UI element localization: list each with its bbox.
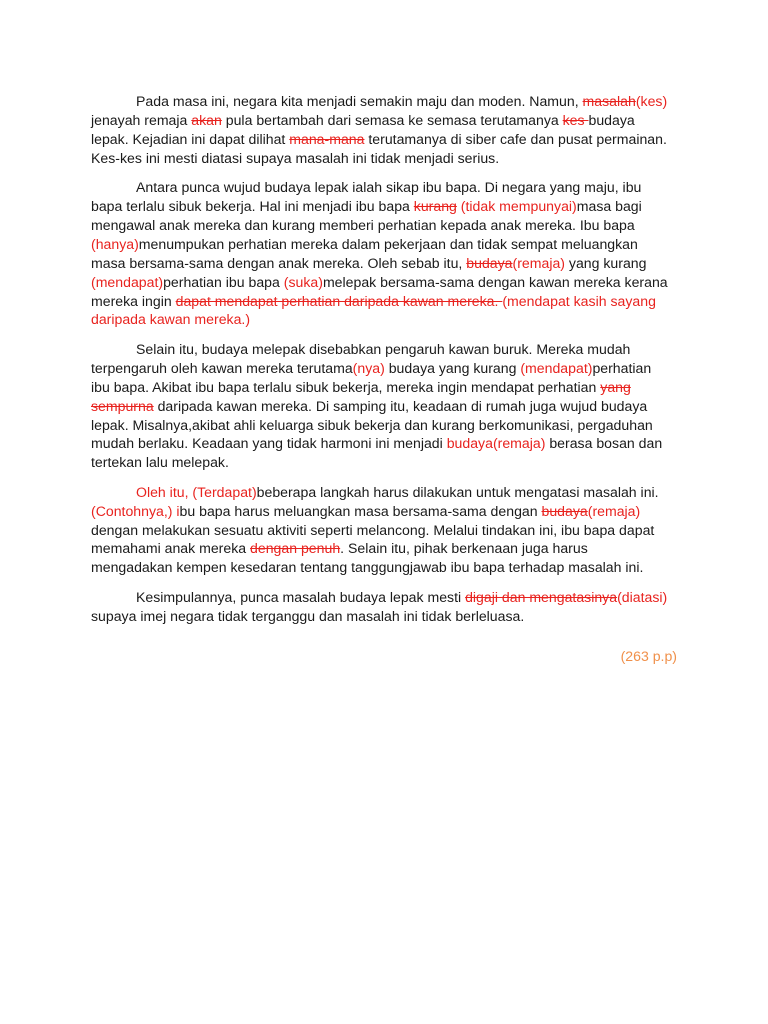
text-segment: Antara punca wujud budaya lepak ialah sikap ibu bapa. Di negara yang maju, ibu bapa terlalu sibuk bekerja. Hal ini menjadi ibu bapa <box>91 179 642 215</box>
essay-body <box>91 92 673 636</box>
text-segment: perhatian ibu bapa <box>163 273 284 290</box>
text-segment: masa bagi mengawal anak mereka dan kurang memberi perhatian kepada anak mereka. Ibu bapa <box>91 198 642 233</box>
struck-correction: masalah <box>582 93 636 109</box>
struck-correction: mana-mana <box>289 130 365 147</box>
inserted-correction: Oleh itu, (Terdapat) <box>136 483 257 500</box>
inserted-correction: (mendapat) <box>520 359 593 376</box>
struck-correction: kurang <box>413 198 457 215</box>
text-segment: Selain itu, budaya melepak disebabkan pengaruh kawan buruk. Mereka mudah terpengaruh oleh kawan mereka terutama <box>91 340 631 376</box>
essay-paragraph <box>91 588 673 626</box>
essay-paragraph <box>91 92 673 168</box>
struck-correction: akan <box>191 111 222 128</box>
inserted-correction: (Contohnya,) i <box>91 502 180 519</box>
text-segment: Pada masa ini, negara kita menjadi semakin maju dan moden. Namun, <box>136 93 583 109</box>
inserted-correction: (suka) <box>283 273 323 290</box>
struck-correction: digaji dan mengatasinya <box>465 588 618 605</box>
inserted-correction: (hanya) <box>91 235 139 252</box>
text-segment: pula bertambah dari semasa ke semasa terutamanya <box>221 111 563 128</box>
inserted-correction: (kes) <box>635 93 668 109</box>
text-segment: beberapa langkah harus dilakukan untuk mengatasi masalah ini. <box>256 483 659 500</box>
essay-paragraph <box>91 483 673 578</box>
text-segment: terutamanya di siber cafe dan pusat permainan. Kes-kes ini mesti diatasi supaya masalah ini tidak menjadi serius. <box>91 130 667 166</box>
text-segment: jenayah remaja <box>91 111 192 128</box>
struck-correction: kes <box>562 111 589 128</box>
text-segment: menumpukan perhatian mereka dalam pekerjaan dan tidak sempat meluangkan masa bersama-sama dengan anak mereka. Oleh sebab itu, <box>91 235 638 271</box>
text-segment: daripada kawan mereka. Di samping itu, keadaan di rumah juga wujud budaya lepak. Misalnya,akibat ahli keluarga sibuk bekerja dan kurang berkomunikasi, pergaduhan mudah berlaku. Keadaan yang tidak harmoni ini menjadi <box>91 397 653 452</box>
text-segment: Kesimpulannya, punca masalah budaya lepak mesti <box>136 588 466 605</box>
text-segment: dengan melakukan sesuatu aktiviti seperti melancong. Melalui tindakan ini, ibu bapa dapat memahami anak mereka <box>91 521 655 557</box>
struck-correction: budaya <box>466 254 513 271</box>
inserted-correction: (mendapat kasih sayang daripada kawan mereka.) <box>91 292 656 328</box>
struck-correction: dapat mendapat perhatian daripada kawan mereka. <box>175 292 503 309</box>
inserted-correction: (tidak mempunyai) <box>456 198 577 215</box>
essay-paragraph <box>91 178 673 329</box>
inserted-correction: (remaja) <box>512 254 565 271</box>
word-count-label: (263 p.p) <box>620 648 677 664</box>
struck-correction: dengan penuh <box>250 540 341 557</box>
inserted-correction: (diatasi) <box>617 588 668 605</box>
text-segment: budaya yang kurang <box>384 359 521 376</box>
text-segment: perhatian ibu bapa. Akibat ibu bapa terlalu sibuk bekerja, mereka ingin mendapat perhatian <box>91 359 652 395</box>
text-segment: bu bapa harus meluangkan masa bersama-sama dengan <box>179 502 542 519</box>
text-segment: supaya imej negara tidak terganggu dan masalah ini tidak berleluasa. <box>91 607 525 624</box>
text-segment: budaya lepak. Kejadian ini dapat dilihat <box>91 111 635 147</box>
text-segment: berasa bosan dan tertekan lalu melepak. <box>91 435 663 471</box>
text-segment: yang kurang <box>564 254 647 271</box>
inserted-correction: (mendapat) <box>91 273 164 290</box>
essay-paragraph <box>91 340 673 472</box>
inserted-correction: (remaja) <box>587 502 641 519</box>
text-segment: melepak bersama-sama dengan kawan mereka kerana mereka ingin <box>91 273 668 309</box>
inserted-correction: (nya) <box>352 359 385 376</box>
inserted-correction: budaya(remaja) <box>446 435 546 452</box>
struck-correction: budaya <box>541 502 588 519</box>
struck-correction: yang sempurna <box>91 378 631 414</box>
text-segment: . Selain itu, pihak berkenaan juga harus mengadakan kempen kesedaran tentang tanggungjawab ibu bapa terhadap masalah ini. <box>91 540 644 576</box>
